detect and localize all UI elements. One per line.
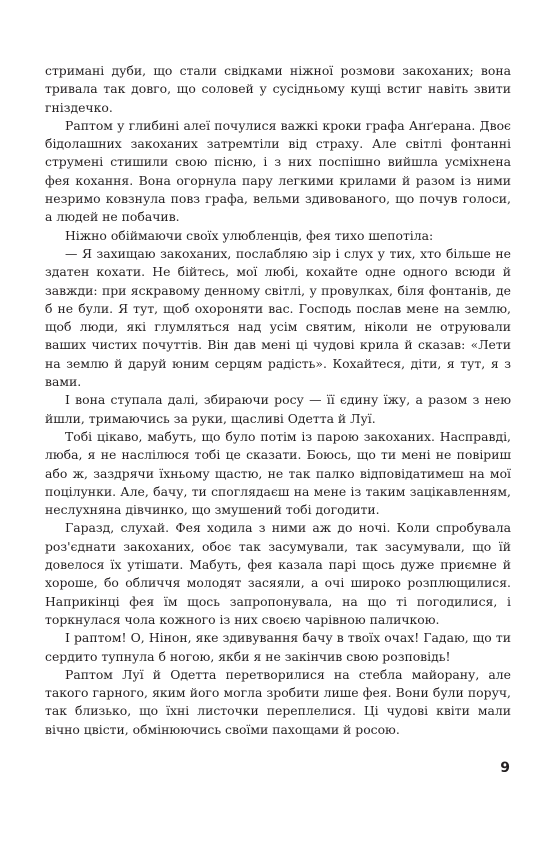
paragraph: стримані дуби, що стали свідками ніжної розмови закоханих; вона тривала так довго, що соловей у сусідньому кущі встиг навіть звити гніздечко. xyxy=(45,63,511,115)
paragraph: І вона ступала далі, збираючи росу — її єдину їжу, а разом з нею йшли, тримаючись за руки, щасливі Одетта й Луї. xyxy=(45,392,511,426)
paragraph: — Я захищаю закоханих, послабляю зір і слух у тих, хто більше не здатен кохати. Не бійтесь, мої любі, кохайте одне одного всюди й завжди: при яскравому денному світлі, у провулках, біля фонтанів, де б не були. Я тут, щоб охороняти вас. Господь послав мене на землю, щоб люди, які глумляться над усім святим, ніколи не отруювали ваших чистих почуттів. Він дав мені ці чудові крила й сказав: «Лети на землю й даруй юним серцям радість». Кохайтеся, діти, я тут, я з вами. xyxy=(45,245,511,390)
paragraph: Раптом у глибині алеї почулися важкі кроки графа Анґерана. Двоє бідолашних закоханих затремтіли від страху. Але світлі фонтанні струмені стишили свою пісню, і з них поспішно вийшла усміхнена фея кохання. Вона огорнула пару легкими крилами й разом із ними незримо ковзнула повз графа, вельми здивованого, що почув голоси, а людей не побачив. xyxy=(45,117,511,225)
page-number: 9 xyxy=(500,760,510,776)
paragraph: Гаразд, слухай. Фея ходила з ними аж до ночі. Коли спробувала роз'єднати закоханих, обоє так засумували, так засумували, що їй довелося їх утішати. Мабуть, фея казала парі щось дуже приємне й хороше, бо обличчя молодят засяяли, а очі широко розплющилися. Наприкінці фея їм щось запропонувала, на що ті погодилися, і торкнулася чола кожного із них своєю чарівною паличкою. xyxy=(45,520,511,627)
paragraph: Ніжно обіймаючи своїх улюбленців, фея тихо шепотіла: xyxy=(65,227,434,243)
paragraph: Тобі цікаво, мабуть, що було потім із парою закоханих. Насправді, люба, я не наслілюся тобі це сказати. Боюсь, що ти мені не повіриш або ж, заздрячи їхньому щастю, не так палко відповідатимеш на мої поцілунки. Але, бачу, ти споглядаєш на мене із таким зацікавленням, неслухняна дівчинко, що змушений тобі догодити. xyxy=(45,428,511,518)
paragraph: І раптом! О, Нінон, яке здивування бачу в твоїх очах! Гадаю, що ти сердито тупнула б ногою, якби я не закінчив свою розповідь! xyxy=(45,630,511,664)
paragraph: Раптом Луї й Одетта перетворилися на стебла майорану, але такого гарного, яким його могла зробити лише фея. Вони були поруч, так близько, що їхні листочки переплелися. Ці чудові квіти мали вічно цвісти, обмінюючись своїми пахощами й росою. xyxy=(45,666,511,737)
body-text xyxy=(45,62,511,739)
